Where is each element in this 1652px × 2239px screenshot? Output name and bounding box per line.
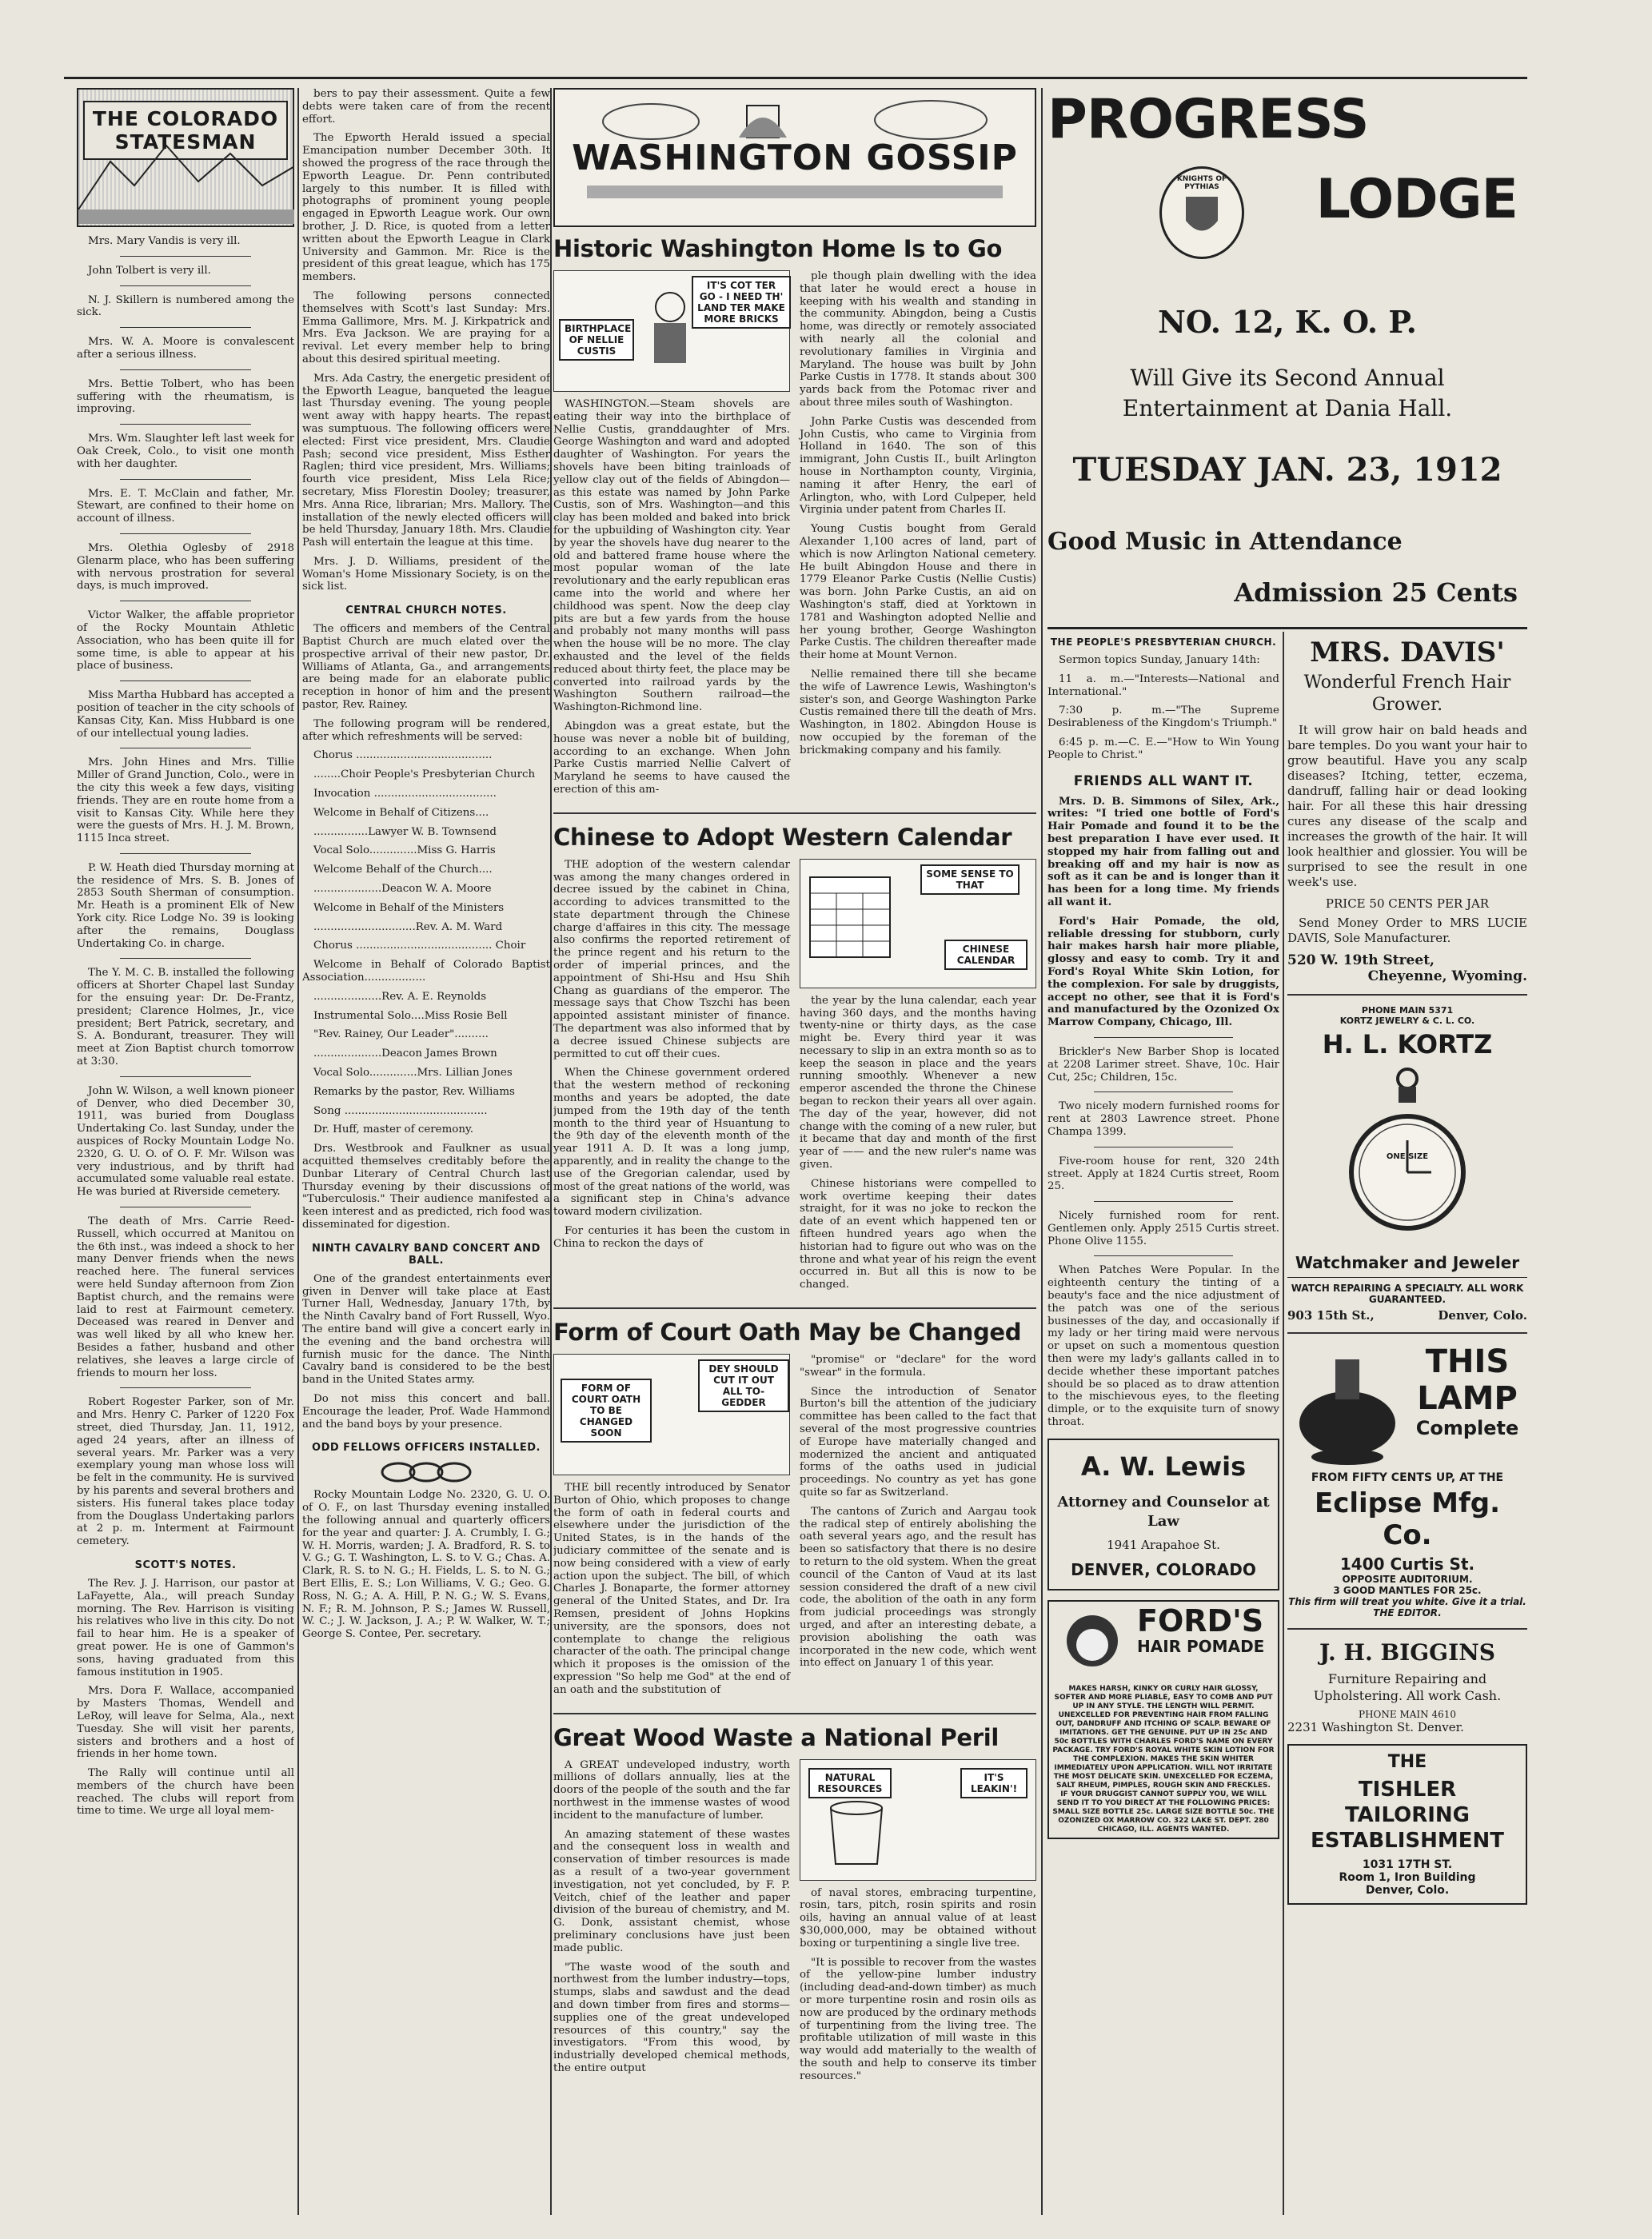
biggins-name: J. H. BIGGINS	[1319, 1639, 1496, 1666]
kortz-trade: Watchmaker and Jeweler	[1295, 1253, 1520, 1272]
news-item: Victor Walker, the affable proprietor of the Rocky Mountain Athletic Association, who has been quite ill for some time, is able to appear at his place of business.	[77, 609, 294, 672]
column-3	[553, 88, 1036, 2089]
news-item: Mrs. John Hines and Mrs. Tillie Miller of Grand Junction, Colo., were in the city this week a few days, visiting friends. They are en route home from a visit to Kansas City. While here they were the guests of Mrs. H. J. M. Brown, 1115 Inca street.	[77, 756, 294, 845]
article-paragraph: The cantons of Zurich and Aargau took the radical step of entirely abolishing the oath several years ago, and the result has been so satisfactory that there is no desire to return to the old system. When the great council of the Canton of Vaud at its last session considered the draft of a new civil code, the abolition of the oath in any form from judicial proceedings was strongly urged, and after an interesting debate, a provision abolishing the oath was incorporated in the new code, which went into effect on January 1 of this year.	[800, 1505, 1036, 1670]
lamp-this: THIS	[1425, 1343, 1510, 1380]
tishler-ad	[1287, 1744, 1527, 1905]
column-1	[77, 88, 294, 1824]
divider	[120, 256, 250, 257]
davis-subtitle: Wonderful French Hair Grower.	[1303, 672, 1511, 715]
news-paragraph: Mrs. Ada Castry, the energetic president of the Epworth League, banqueted the league last Thursday evening. The young people went away with happy hearts. The repast was sumptuous. The following officers were elected: First vice president, Mrs. Claudie Pash; second vice president, Miss Esther Raglen; third vice president, Mrs. Williams; fourth vice president, Miss Lela Rice; secretary, Miss Florestin Dooley; treasurer, Mrs. Anna Rice, librarian; Mrs. Mallory. The installation of the newly elected officers will be held Thursday, January 18th. Mrs. Claudie Pash will entertain the league at this time.	[302, 372, 550, 549]
column-rule	[1041, 88, 1043, 2215]
story-title: Historic Washington Home Is to Go	[553, 235, 1003, 262]
davis-send: Send Money Order to MRS LUCIE DAVIS, Sole Manufacturer.	[1287, 916, 1527, 945]
news-paragraph: The Epworth Herald issued a special Emancipation number December 30th. It showed the progress of the race through the Epworth League. Dr. Penn contributed largely to this number. It is filled with photographs of prominent young people engaged in Epworth League work. Our own brother, J. D. Rice, is quoted from a letter written about the Epworth League in Clark University and Gammon. Mr. Rice is the president of this great league, which has 175 members.	[302, 132, 550, 284]
program-line: ................Lawyer W. B. Townsend	[313, 825, 497, 838]
program-line: Welcome in Behalf of Colorado Baptist Association..................	[302, 959, 550, 984]
ad-title-lodge: LODGE	[1315, 168, 1518, 231]
top-rule	[64, 77, 1527, 79]
program-line: Welcome in Behalf of Citizens....	[313, 806, 489, 819]
divider	[120, 680, 250, 681]
cartoon-speech: SOME SENSE TO THAT	[920, 864, 1020, 895]
calendar-illustration	[808, 876, 904, 964]
fords-body: MAKES HARSH, KINKY OR CURLY HAIR GLOSSY, SOFTER AND MORE PLIABLE, EASY TO COMB AND PUT UP IN ANY STYLE. THE LENGTH WILL PERMIT. UNEXCELLED FOR PREVENTING HAIR FROM FALLING OUT, DANDRUFF AND ITCHING OF SCALP. BEWARE OF IMITATIONS. GET THE GENUINE. PUT UP IN 25c AND 50c BOTTLES WITH CHARLES FORD'S NAME ON EVERY PACKAGE. TRY FORD'S ROYAL WHITE SKIN LOTION FOR THE COMPLEXION. MAKES THE SKIN WHITER IMMEDIATELY UPON APPLICATION. WILL NOT IRRITATE THE MOST DELICATE SKIN. UNEXCELLED FOR ECZEMA, SALT RHEUM, PIMPLES, ROUGH SKIN AND FRECKLES. IF YOUR DRUGGIST CANNOT SUPPLY YOU, WE WILL SEND IT TO YOU DIRECT AT THE FOLLOWING PRICES: SMALL SIZE BOTTLE 25c. LARGE SIZE BOTTLE 50c. THE OZONIZED OX MARROW CO. 322 LAKE ST. DEPT. 280 CHICAGO, ILL. AGENTS WANTED.	[1052, 1684, 1275, 1834]
news-item: P. W. Heath died Thursday morning at the residence of Mrs. S. B. Jones of 2853 South Sherman of consumption. Mr. Heath is a prominent Elk of New York city. Rice Lodge No. 39 is looking after the remains, Douglass Undertaking Co. in charge.	[77, 861, 294, 950]
article-paragraph: Chinese historians were compelled to work overtime keeping their dates straight, for it was no joke to reckon the date of an event which happened ten or fifteen hundred years ago when the historian had to figure out who was on the throne and what year of his reign the event occurred in. But all this is now to be changed.	[800, 1177, 1036, 1291]
cartoon-speech: IT'S COT TER GO - I NEED TH' LAND TER MAKE MORE BRICKS	[692, 276, 791, 329]
news-item: Mrs. Mary Vandis is very ill.	[88, 235, 241, 247]
divider	[553, 1713, 1036, 1714]
biggins-phone: PHONE MAIN 4610	[1359, 1709, 1456, 1720]
kortz-name: H. L. KORTZ	[1322, 1029, 1493, 1060]
article-paragraph: ple though plain dwelling with the idea that later he would erect a house in keeping with his wealth and standing in the community. Abingdon, being a Custis home, was directly or remotely associated with nearly all the colonial and revolutionary families in Virginia and Maryland. The house was built by John Parke Custis in 1778. It stands about 300 yards back from the Potomac river and about three miles south of Washington.	[800, 270, 1036, 409]
lewis-title: Attorney and Counselor at Law	[1057, 1493, 1270, 1530]
column-rule	[550, 88, 552, 2215]
kortz-ad	[1287, 1005, 1527, 1323]
program-line: Remarks by the pastor, Rev. Williams	[313, 1085, 515, 1098]
chain-links-icon	[378, 1460, 474, 1484]
article-paragraph: THE adoption of the western calendar was among the many changes ordered in decree issued by the cabinet in China, according to advices transmitted to the state department through the Chinese charge d'affaires in this city. The message also confirms the reported retirement of the prince regent and his return to the order of imperial princes, and the appointment of Shi-Hsu and Hsu Shih Chang as guardians of the emperor. The message says that Chow Tszchi has been appointed assistant minister of finance. The department was also informed that by a decree issued Chinese subjects are permitted to cut off their cues.	[553, 858, 790, 1060]
scott-notes-heading: SCOTT'S NOTES.	[134, 1559, 237, 1571]
watch-dial-text: ONE SIZE	[1386, 1152, 1429, 1161]
statesman-masthead	[77, 88, 294, 227]
article-paragraph: An amazing statement of these wastes and the consequent loss in wealth and conservation of timber resources is made as a result of a two-year government investigation, not yet concluded, by F. P. Veitch, chief of the leather and paper division of the bureau of chemistry, and M. G. Donk, assistant chemist, whose preliminary conclusions have just been made public.	[553, 1828, 790, 1954]
news-item: Mrs. Olethia Oglesby of 2918 Glenarm place, who has been suffering with nervous prostration for several days, is much improved.	[77, 541, 294, 593]
cartoon	[553, 270, 790, 392]
program-line: ....................Deacon W. A. Moore	[313, 883, 492, 896]
biggins-body: Furniture Repairing and Upholstering. All work Cash.	[1313, 1671, 1502, 1703]
cartoon	[553, 1354, 790, 1475]
divider	[1094, 1037, 1233, 1038]
kortz-phone: PHONE MAIN 5371	[1361, 1005, 1454, 1016]
story-historic-home	[553, 235, 1036, 803]
program-line: The officers and members of the Central Baptist Church are much elated over the prospective arrival of their new pastor, Dr. Williams of Atlanta, Ga., and arrangements are being made for an elaborate public reception in honor of him and the present pastor, Rev. Rainey.	[302, 623, 550, 712]
tishler-name: TISHLER TAILORING ESTABLISHMENT	[1311, 1778, 1504, 1853]
news-paragraph: Rocky Mountain Lodge No. 2320, G. U. O. of O. F., on last Thursday evening installed the following annual and quarterly officers for the year and quarter: J. A. Crumbly, I. G.; W. H. Morris, warden; J. A. Bradford, R. S. to V. G.; G. T. Washington, L. S. to V. G.; Chas. A. Clark, R. S. to N. G.; H. Fields, L. S. to N. G.; Bert Ellis, E. S.; Lon Williams, V. G.; Geo. G. Ross, N. G.; A. A. Hill, P. N. G.; W. S. Evans, N. F.; R. M. Johnson, P. S.; James W. Russell, W. C.; J. W. Jackson, J. A.; P. W. Walker, W. T.; George S. Contee, Per. secretary.	[302, 1489, 550, 1641]
divider	[120, 853, 250, 854]
article-paragraph: WASHINGTON.—Steam shovels are eating their way into the birthplace of Nellie Custis, granddaughter of Mrs. George Washington and ward and adopted daughter of Washington. For years the shovels have been biting trainloads of yellow clay out of the fields of Abingdon—as this estate was named by John Parke Custis, son of Mrs. Washington—and this clay has been molded and baked into brick for the upbuilding of Washington city. Year by year the shovels have dug nearer to the old and battered frame house where the most popular woman of the late revolutionary and the early republican eras came into the world and where her childhood was spent. Now the deep clay pits are but a few yards from the house and probably not many months will pass when the house will be no more. The clay exhausted and the level of the fields reduced about thirty feet, the place may be converted into railroad yards by the Washington Southern railroad—the Washington-Richmond line.	[553, 398, 790, 714]
story-title: Form of Court Oath May be Changed	[553, 1319, 1022, 1347]
program-line: Welcome Behalf of the Church....	[313, 864, 493, 876]
divider	[120, 424, 250, 425]
presbyterian-heading: THE PEOPLE'S PRESBYTERIAN CHURCH.	[1050, 637, 1277, 648]
divider	[120, 958, 250, 959]
ad-bottom-rule	[1047, 627, 1527, 629]
news-paragraph: Do not miss this concert and ball. Encourage the leader, Prof. Wade Hammond and the band boys by your presence.	[302, 1392, 550, 1431]
news-item: Miss Martha Hubbard has accepted a position of teacher in the city schools of Kansas City, Kan. Miss Hubbard is one of our intellectual young ladies.	[77, 689, 294, 740]
program-line: Vocal Solo..............Miss G. Harris	[313, 844, 496, 857]
sermon-line: 7:30 p. m.—"The Supreme Desirableness of the Kingdom's Triumph."	[1047, 704, 1279, 730]
event-date: TUESDAY JAN. 23, 1912	[1072, 451, 1502, 489]
article-paragraph: When the Chinese government ordered that the western method of reckoning months and years be adopted, the date jumped from the 19th day of the tenth month to the third year of Hsuantung to the 9th day of the eleventh month of the year 1911 A. D. It was a long jump, apparently, and in reality the change to the use of the Gregorian calendar, used by most of the great nations of the world, was a significant step in China's advance toward modern civilization.	[553, 1067, 790, 1219]
tishler-the: THE	[1387, 1752, 1427, 1772]
davis-city: Cheyenne, Wyoming.	[1367, 968, 1527, 984]
divider	[120, 479, 250, 480]
progress-lodge-ad	[1047, 88, 1527, 624]
davis-ad	[1287, 637, 1527, 984]
lewis-name: A. W. Lewis	[1080, 1451, 1247, 1482]
news-item: John Tolbert is very ill.	[88, 264, 211, 277]
news-item: The death of Mrs. Carrie Reed-Russell, which occurred at Manitou on the 6th inst., was indeed a shock to her many Denver friends when the news reached here. The funeral services were held Sunday afternoon from Zion Baptist church, and the remains were laid to rest at Fairmount cemetery. Deceased was reared in Denver and was well liked by all who knew her. Besides a father, husband and other relatives, she leaves a large circle of friends to mourn her loss.	[77, 1215, 294, 1379]
lamp-address: 1400 Curtis St.	[1339, 1555, 1475, 1574]
scott-paragraph: The Rev. J. J. Harrison, our pastor at LaFayette, Ala., will preach Sunday morning. The Rev. Harrison is visiting his relatives who live in this city. Do not fail to hear him. He is a speaker of great power. He is one of Gammon's sons, having graduated from this famous institution in 1905.	[77, 1577, 294, 1678]
lewis-address: 1941 Arapahoe St.	[1107, 1537, 1220, 1552]
story-court-oath	[553, 1319, 1036, 1703]
cartoon-label: BIRTHPLACE OF NELLIE CUSTIS	[559, 319, 634, 361]
lamp-opposite: OPPOSITE AUDITORIUM.	[1342, 1574, 1473, 1585]
testimonial-paragraph: Mrs. D. B. Simmons of Silex, Ark., writes: "I tried one bottle of Ford's Hair Pomade and found it to be the best preparation I have ever used. It stopped my hair from falling out and breaking off and my hair is now as soft as it can be and is longer than it has been for a long time. My friends all want it.	[1047, 794, 1279, 908]
article-paragraph: Young Custis bought from Gerald Alexander 1,100 acres of land, part of which is now Arlington National cemetery. He built Abingdon House and there in 1779 Eleanor Parke Custis (Nellie Custis) was born. John Parke Custis, an aid on Washington's staff, died at Yorktown in 1781 and Washington adopted Nellie and her young brother, George Washington Parke Custis. The children thereafter made their home at Mount Vernon.	[800, 523, 1036, 662]
divider	[553, 812, 1036, 814]
divider	[1094, 1201, 1233, 1202]
news-paragraph: bers to pay their assessment. Quite a few debts were taken care of from the recent effort.	[302, 88, 550, 126]
ad-title-progress: PROGRESS	[1047, 88, 1369, 151]
biggins-address: 2231 Washington St. Denver.	[1287, 1720, 1464, 1734]
testimonial-paragraph: Ford's Hair Pomade, the old, reliable dressing for stubborn, curly hair makes harsh hair more pliable, glossy and easy to comb. Try it and Ford's Royal White Skin Lotion, for the complexion. For sale by druggists, accept no other, see that it is Ford's and manufactured by the Ozonized Ox Marrow Company, Chicago, Ill.	[1047, 914, 1279, 1029]
cartoon	[800, 1759, 1036, 1881]
lamp-lamp: LAMP	[1417, 1380, 1518, 1417]
program-line: Chorus ........................................ Choir	[313, 940, 526, 952]
lamp-company: Eclipse Mfg. Co.	[1314, 1487, 1501, 1551]
event-description: Will Give its Second Annual Entertainment at Dania Hall.	[1122, 365, 1453, 421]
news-item: The Y. M. C. B. installed the following officers at Shorter Chapel last Sunday for the ensuing year: Dr. De-Frantz, president; Clarence Holmes, Jr., vice president; Bert Patrick, secretary, and S. A. Bondurant, treasurer. They will meet at Zion Baptist church tomorrow at 3:30.	[77, 967, 294, 1068]
biggins-ad	[1287, 1639, 1527, 1734]
cartoon	[800, 859, 1036, 988]
news-item: Mrs. W. A. Moore is convalescent after a serious illness.	[77, 336, 294, 361]
scott-paragraph: Mrs. Dora F. Wallace, accompanied by Masters Thomas, Wendell and LeRoy, will leave for Selma, Ala., next Tuesday. She will visit her parents, sisters and brothers and a host of friends in her home town.	[77, 1685, 294, 1761]
lewis-city: DENVER, COLORADO	[1071, 1559, 1256, 1579]
pocket-watch-icon	[1347, 1064, 1467, 1248]
column-5	[1287, 637, 1527, 1914]
article-paragraph: of naval stores, embracing turpentine, rosin, tars, pitch, rosin spirits and rosin oils, having an annual value of at least $30,000,000, may be obtained without boxing or turpentining a single live tree.	[800, 1886, 1036, 1950]
news-item: John W. Wilson, a well known pioneer of Denver, who died December 30, 1911, was buried from Douglass Undertaking Co. last Sunday, under the auspices of Rocky Mountain Lodge No. 2320, G. U. O. of O. F. Mr. Wilson was very industrious, and by thrift had accumulated some valuable real estate. He was buried at Riverside cemetery.	[77, 1084, 294, 1199]
divider	[120, 1076, 250, 1077]
fords-ad	[1047, 1600, 1279, 1839]
column-rule	[1283, 632, 1284, 2215]
classified-ad: Five-room house for rent, 320 24th street. Apply at 1824 Curtis street, Room 25.	[1047, 1155, 1279, 1193]
article-paragraph: the year by the luna calendar, each year having 360 days, and the months having twenty-nine or thirty days, as the case might be. Every third year it was necessary to slip in an extra month so as to keep the season in place and the years running smoothly. Whenever a new emperor ascended the throne the Chinese began to reckon their years all over again. The day of the year, however, did not change with the coming of a new ruler, but it became that day and month of the first year of —— and the new ruler's name was given.	[800, 994, 1036, 1171]
article-paragraph: "It is possible to recover from the wastes of the yellow-pine lumber industry (including dead-and-down timber) as much or more turpentine rosin and rosin oils as now are produced by the ordinary methods of turpentining from the living tree. The profitable utilization of mill waste in this way would add materially to the wealth of the south and help to conserve its timber resources."	[800, 1956, 1036, 2082]
central-church-heading: CENTRAL CHURCH NOTES.	[345, 605, 507, 617]
lodge-number: NO. 12, K. O. P.	[1158, 304, 1417, 340]
program-line: Invocation ....................................	[313, 788, 497, 800]
friends-heading: FRIENDS ALL WANT IT.	[1073, 772, 1254, 789]
lamp-ad	[1287, 1343, 1527, 1618]
lewis-ad	[1047, 1439, 1279, 1590]
classified-ad: Two nicely modern furnished rooms for rent at 2803 Lawrence street. Phone Champa 1399.	[1047, 1100, 1279, 1138]
odd-fellows-heading: ODD FELLOWS OFFICERS INSTALLED.	[312, 1442, 541, 1455]
davis-address: 520 W. 19th Street,	[1287, 952, 1435, 968]
sermon-line: Sermon topics Sunday, January 14th:	[1059, 654, 1260, 666]
cartoon-figure	[630, 287, 710, 383]
kortz-repair: WATCH REPAIRING A SPECIALTY. ALL WORK GUARANTEED.	[1291, 1283, 1524, 1305]
news-item: Mrs. E. T. McClain and father, Mr. Stewart, are confined to their home on account of illness.	[77, 487, 294, 525]
washington-gossip-banner	[553, 88, 1036, 227]
ninth-cavalry-heading: NINTH CAVALRY BAND CONCERT AND BALL.	[312, 1242, 541, 1267]
divider	[120, 285, 250, 286]
article-paragraph: "promise" or "declare" for the word "swear" in the formula.	[800, 1354, 1036, 1379]
program-line: The following program will be rendered, after which refreshments will be served:	[302, 717, 550, 743]
tishler-room: Room 1, Iron Building	[1339, 1871, 1476, 1884]
classified-ad: Nicely furnished room for rent. Gentlemen only. Apply 2515 Curtis street. Phone Olive 1155.	[1047, 1210, 1279, 1247]
news-paragraph: One of the grandest entertainments ever given in Denver will take place at East Turner Hall, Wednesday, January 17th, by the Ninth Cavalry band of Fort Russell, Wyo. The entire band will give a concert early in the evening and the band orchestra will furnish music for the dance. The Ninth Cavalry band is considered to be the best band in the United States army.	[302, 1272, 550, 1387]
divider	[120, 533, 250, 534]
article-paragraph: A GREAT undeveloped industry, worth millions of dollars annually, lies at the doors of the people of the south and the far northwest in the immense wastes of wood incident to the manufacture of lumber.	[553, 1758, 790, 1822]
article-paragraph: Abingdon was a great estate, but the house was never a noble bit of building, according to an exchange. When John Parke Custis married Nellie Calvert of Maryland he seems to have caused the erection of this am-	[553, 720, 790, 796]
lamp-price: FROM FIFTY CENTS UP, AT THE	[1311, 1471, 1504, 1484]
program-line: "Rev. Rainey, Our Leader"..........	[313, 1028, 489, 1041]
news-item: Mrs. Wm. Slaughter left last week for Oak Creek, Colo., to visit one month with her daughter.	[77, 433, 294, 470]
story-chinese-calendar	[553, 824, 1036, 1298]
fords-subtitle: HAIR POMADE	[1137, 1636, 1265, 1656]
patches-article: When Patches Were Popular. In the eighteenth century the tinting of a beauty's face and the nice adjustment of the patch was one of the serious businesses of the day, and occasionally if my lady or her tiring maid were nervous or upset on such a momentous question then were my lady's gallants called in to decide whether these important patches should be so placed as to draw attention to the mischievous eyes, to the fleeting dimple, or to the exquisite turn of snowy throat.	[1047, 1264, 1279, 1429]
program-line: Song ..........................................	[313, 1104, 488, 1117]
program-line: Welcome in Behalf of the Ministers	[313, 901, 505, 914]
music-note: Good Music in Attendance	[1047, 528, 1403, 556]
news-paragraph: Mrs. J. D. Williams, president of the Woman's Home Missionary Society, is on the sick list.	[302, 555, 550, 593]
kortz-company: KORTZ JEWELRY & C. L. CO.	[1339, 1016, 1475, 1026]
lamp-complete: Complete	[1415, 1417, 1519, 1439]
divider	[1287, 994, 1527, 996]
washington-gossip-title: WASHINGTON GOSSIP	[572, 138, 1018, 178]
davis-price: PRICE 50 CENTS PER JAR	[1325, 896, 1490, 911]
divider	[1094, 1255, 1233, 1256]
knights-emblem-icon	[1159, 166, 1244, 259]
divider	[553, 1307, 1036, 1309]
tishler-city: Denver, Colo.	[1365, 1884, 1450, 1897]
cartoon-label: NATURAL RESOURCES	[808, 1768, 892, 1798]
program-line: Chorus ........................................	[313, 749, 493, 762]
cartoon-speech: IT'S LEAKIN'!	[960, 1768, 1028, 1798]
program-line: Instrumental Solo....Miss Rosie Bell	[313, 1009, 508, 1022]
kortz-address: 903 15th St.,	[1287, 1308, 1375, 1323]
lamp-icon	[1287, 1343, 1407, 1471]
program-line: Dr. Huff, master of ceremony.	[313, 1123, 473, 1136]
tishler-address: 1031 17TH ST.	[1362, 1858, 1453, 1871]
fords-title: FORD'S	[1137, 1602, 1264, 1638]
program-line: ..............................Rev. A. M. Ward	[313, 920, 503, 933]
barrel-icon	[824, 1800, 888, 1872]
classified-ad: Brickler's New Barber Shop is located at 2208 Larimer street. Shave, 10c. Hair Cut, 25c; Children, 15c.	[1047, 1045, 1279, 1084]
divider	[120, 1387, 250, 1388]
woman-portrait	[1052, 1605, 1132, 1685]
cartoon-label: CHINESE CALENDAR	[944, 940, 1028, 970]
article-paragraph: John Parke Custis was descended from John Custis, who came to Virginia from Holland in 1640. The son of this immigrant, John Custis II., built Arlington house in Northampton county, Virginia, naming it after Henry, the earl of Arlington, who, with Lord Culpeper, held Virginia under patent from Charles II.	[800, 415, 1036, 517]
divider	[1287, 1332, 1527, 1334]
lamp-mantles: 3 GOOD MANTLES FOR 25c.	[1333, 1585, 1482, 1596]
news-item: Mrs. Bettie Tolbert, who has been suffering with the rheumatism, is improving.	[77, 377, 294, 416]
divider	[120, 369, 250, 370]
mountain-illustration	[78, 90, 294, 225]
kortz-city: Denver, Colo.	[1438, 1308, 1527, 1323]
sermon-line: 11 a. m.—"Interests—National and International."	[1047, 672, 1279, 698]
scott-paragraph: The Rally will continue until all members of the church have been reached. The clubs will report from time to time. We urge all loyal mem-	[77, 1767, 294, 1818]
article-paragraph: Nellie remained there till she became the wife of Lawrence Lewis, Washington's sister's son, and George Washington Parke Custis remained there till the death of Mrs. Washington, in 1802. Abingdon House is now occupied by the foreman of the brickmaking company and his family.	[800, 668, 1036, 756]
article-paragraph: THE bill recently introduced by Senator Burton of Ohio, which proposes to change the form of oath in federal courts and elsewhere under the jurisdiction of the United States, is in the hands of the judiciary committee of the senate and is now being considered with a view of early action upon the subject. The bill, of which Charles J. Bonaparte, the former attorney general of the United States, and Dr. Ira Remsen, president of Johns Hopkins university, are the sponsors, does not contemplate to change the religious character of the oath. The principal change which it proposes is the omission of the expression "So help me God" at the end of an oath and the substitution of	[553, 1482, 790, 1696]
admission: Admission 25 Cents	[1234, 577, 1518, 608]
story-wood-waste	[553, 1724, 1036, 2089]
sermon-line: 6:45 p. m.—C. E.—"How to Win Young People to Christ."	[1047, 736, 1279, 761]
article-paragraph: "The waste wood of the south and northwest from the lumber industry—tops, stumps, slabs and sawdust and the dead and down timber from fires and storms—supplies one of the great undeveloped resources of this country," say the investigators. "From this wood, by industrially developed chemical methods, the entire output	[553, 1961, 790, 2074]
davis-title: MRS. DAVIS'	[1310, 637, 1505, 669]
story-title: Chinese to Adopt Western Calendar	[553, 823, 1012, 851]
emblem-text: KNIGHTS OF PYTHIAS	[1176, 175, 1227, 191]
news-item: N. J. Skillern is numbered among the sick.	[77, 293, 294, 319]
cartoon-speech: DEY SHOULD CUT IT OUT ALL TO-GEDDER	[698, 1359, 789, 1412]
column-4	[1047, 637, 1279, 1849]
program-line: ....................Rev. A. E. Reynolds	[313, 990, 487, 1003]
program-line: Vocal Solo..............Mrs. Lillian Jones	[313, 1067, 513, 1079]
column-2	[302, 88, 550, 1647]
program-line: ....................Deacon James Brown	[313, 1048, 497, 1060]
story-title: Great Wood Waste a National Peril	[553, 1723, 1000, 1751]
masthead-title: THE COLORADO STATESMAN	[83, 101, 288, 160]
program-line: Drs. Westbrook and Faulkner as usual acquitted themselves creditably before the Dunbar Literary of Central Church last Thursday evening by their discussions of "Tuberculosis." Their audience manifested a keen interest and as predicted, rich food was disseminated for digestion.	[302, 1143, 550, 1231]
program-line: ........Choir People's Presbyterian Church	[313, 768, 536, 781]
divider	[1287, 1628, 1527, 1630]
article-paragraph: For centuries it has been the custom in China to reckon the days of	[553, 1225, 790, 1250]
column-rule	[297, 88, 299, 2215]
cartoon-label: FORM OF COURT OATH TO BE CHANGED SOON	[561, 1379, 652, 1443]
davis-body: It will grow hair on bald heads and bare temples. Do you want your hair to grow beautiful. Have you any scalp diseases? Itching, tetter, eczema, dandruff, falling hair or dead looking hair. For all these this hair dressing cures any disease of the scalp and increases the growth of the hair. It will look healthier and glossier. You will be surprised to see the result in one week's use.	[1287, 723, 1527, 889]
article-paragraph: Since the introduction of Senator Burton's bill the attention of the judiciary committee has been called to the fact that several of the most progressive countries of Europe have materially changed and modernized the ancient and antiquated forms of the oaths used in judicial proceedings. No country as yet has gone quite so far as Switzerland.	[800, 1385, 1036, 1499]
lamp-editor-note: This firm will treat you white. Give it a trial. THE EDITOR.	[1288, 1596, 1526, 1618]
divider	[120, 327, 250, 328]
news-paragraph: The following persons connected themselves with Scott's last Sunday: Mrs. Emma Gallimore, Mrs. M. J. Kirkpatrick and Mrs. Eva Jackson. We are praying for a revival. Let every member help to bring about this desired spiritual meeting.	[302, 289, 550, 365]
news-item: Robert Rogester Parker, son of Mr. and Mrs. Henry C. Parker of 1220 Fox street, died Thursday, Jan. 11, 1912, aged 24 years, after an illness of several years. Mr. Parker was a very exemplary young man whose loss will be felt in the community. He is survived by his parents and several brothers and sisters. His funeral takes place today from the Douglass Undertaking parlors at 2 p. m. Interment at Fairmount cemetery.	[77, 1396, 294, 1548]
